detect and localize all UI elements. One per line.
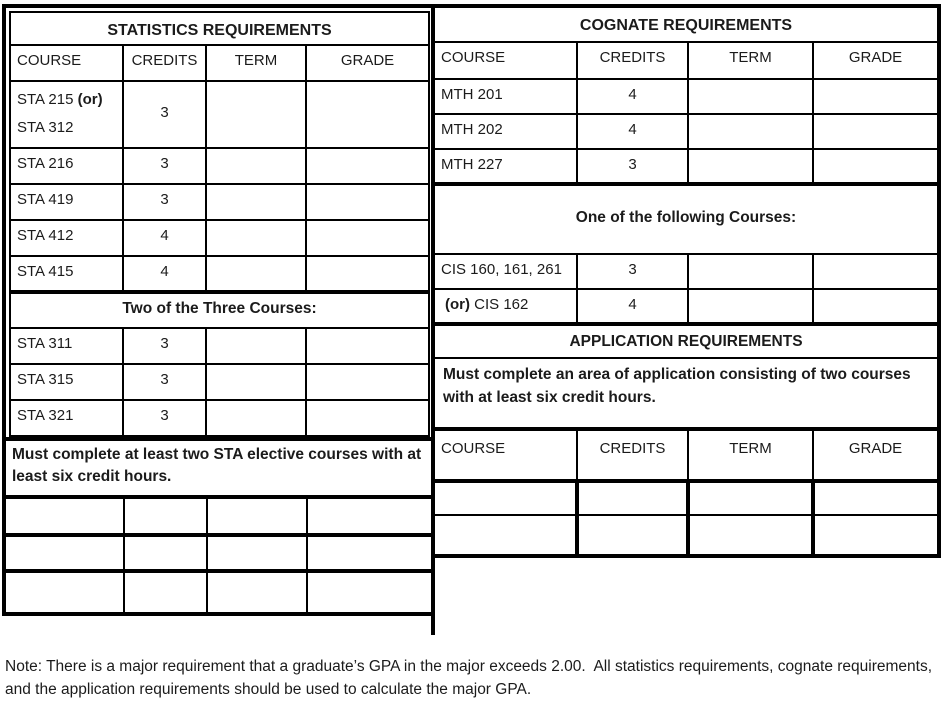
table-row [10, 292, 429, 328]
or-label: (or) [77, 90, 103, 108]
grade-cell [306, 364, 429, 400]
credits-cell [124, 535, 207, 571]
application-header-term: TERM [688, 429, 813, 481]
table-header-row [435, 42, 937, 79]
term-cell [206, 220, 306, 256]
course-cell [435, 515, 577, 554]
grade-cell [307, 571, 431, 612]
credits-cell: 4 [123, 256, 206, 292]
grade-cell [813, 114, 937, 149]
credits-cell: 4 [577, 114, 688, 149]
credits-cell: 3 [123, 148, 206, 184]
term-cell [206, 364, 306, 400]
table-row [435, 184, 937, 254]
course-cell: MTH 227 [435, 149, 577, 184]
stats-header-credits: CREDITS [123, 45, 206, 81]
application-note: Must complete an area of application consisting of two courses with at least six credit hours. [435, 358, 937, 429]
credits-cell [577, 515, 688, 554]
credits-cell: 4 [123, 220, 206, 256]
credits-cell: 3 [123, 364, 206, 400]
credits-cell: 3 [123, 328, 206, 364]
credits-cell: 3 [123, 184, 206, 220]
course-cell: MTH 201 [435, 79, 577, 114]
table-header-row [10, 45, 429, 81]
application-title: APPLICATION REQUIREMENTS [435, 324, 937, 358]
term-cell [688, 254, 813, 289]
table-row [435, 8, 937, 42]
cognate-header-grade: GRADE [813, 42, 937, 79]
table-row [435, 515, 937, 554]
course-cell: STA 415 [10, 256, 123, 292]
grade-cell [813, 79, 937, 114]
table-row [435, 79, 937, 114]
course-option-line2: STA 312 [17, 118, 74, 136]
term-cell [206, 148, 306, 184]
grade-cell [813, 515, 937, 554]
application-header-credits: CREDITS [577, 429, 688, 481]
course-cell [10, 81, 123, 148]
grade-cell [306, 184, 429, 220]
table-row [10, 184, 429, 220]
credits-cell [577, 481, 688, 515]
statistics-table-wrap [6, 8, 431, 437]
course-cell: STA 321 [10, 400, 123, 436]
course-cell: CIS 160, 161, 261 [435, 254, 577, 289]
table-row [6, 535, 431, 571]
grade-cell [306, 220, 429, 256]
application-header-grade: GRADE [813, 429, 937, 481]
term-cell [206, 184, 306, 220]
credits-cell [124, 571, 207, 612]
cognate-header-credits: CREDITS [577, 42, 688, 79]
term-cell [688, 149, 813, 184]
course-cell: (or) CIS 162 [435, 289, 577, 324]
table-row [435, 114, 937, 149]
course-option-line1: STA 215 (or) [17, 90, 103, 108]
grade-cell [813, 481, 937, 515]
table-row [435, 289, 937, 324]
course-cell [6, 535, 124, 571]
cognate-table [435, 8, 937, 554]
grade-cell [306, 256, 429, 292]
course-cell [6, 571, 124, 612]
term-cell [688, 481, 813, 515]
statistics-table [9, 11, 430, 437]
table-row [435, 358, 937, 429]
term-cell [206, 81, 306, 148]
credits-cell: 4 [577, 79, 688, 114]
term-cell [207, 571, 307, 612]
grade-cell [813, 149, 937, 184]
course-cell: STA 311 [10, 328, 123, 364]
credits-cell: 3 [123, 81, 206, 148]
table-row [10, 220, 429, 256]
one-of-following-subheader: One of the following Courses: [435, 184, 937, 254]
cognate-application-section [435, 4, 941, 558]
grade-cell [813, 254, 937, 289]
term-cell [207, 535, 307, 571]
course-cell: STA 216 [10, 148, 123, 184]
course-cell [435, 481, 577, 515]
credits-cell: 3 [123, 400, 206, 436]
table-row [10, 148, 429, 184]
grade-cell [307, 535, 431, 571]
cognate-title: COGNATE REQUIREMENTS [435, 8, 937, 42]
credits-cell: 3 [577, 149, 688, 184]
cognate-header-term: TERM [688, 42, 813, 79]
table-row [10, 81, 429, 148]
statistics-title: STATISTICS REQUIREMENTS [10, 12, 429, 45]
stats-header-grade: GRADE [306, 45, 429, 81]
or-label: (or) [445, 296, 470, 313]
term-cell [688, 289, 813, 324]
term-cell [207, 499, 307, 535]
table-header-row [435, 429, 937, 481]
stats-header-course: COURSE [10, 45, 123, 81]
term-cell [688, 515, 813, 554]
grade-cell [306, 81, 429, 148]
two-of-three-subheader: Two of the Three Courses: [10, 292, 429, 328]
term-cell [688, 114, 813, 149]
grade-cell [307, 499, 431, 535]
grade-cell [813, 289, 937, 324]
table-row [435, 254, 937, 289]
table-row [10, 12, 429, 45]
credits-cell: 3 [577, 254, 688, 289]
term-cell [206, 256, 306, 292]
grade-cell [306, 400, 429, 436]
application-header-course: COURSE [435, 429, 577, 481]
course-cell: MTH 202 [435, 114, 577, 149]
grade-cell [306, 148, 429, 184]
table-row [6, 499, 431, 535]
course-cell: STA 412 [10, 220, 123, 256]
credits-cell [124, 499, 207, 535]
course-cell [6, 499, 124, 535]
sta-elective-empty-grid [6, 499, 431, 612]
table-row [10, 364, 429, 400]
course-cell: STA 315 [10, 364, 123, 400]
table-row [10, 400, 429, 436]
cognate-header-course: COURSE [435, 42, 577, 79]
table-row [10, 328, 429, 364]
term-cell [206, 400, 306, 436]
table-row [435, 149, 937, 184]
credits-cell: 4 [577, 289, 688, 324]
course-cell: STA 419 [10, 184, 123, 220]
table-row [10, 256, 429, 292]
statistics-section [2, 4, 431, 616]
table-row [435, 324, 937, 358]
grade-cell [306, 328, 429, 364]
term-cell [688, 79, 813, 114]
table-row [6, 571, 431, 612]
stats-header-term: TERM [206, 45, 306, 81]
table-row [435, 481, 937, 515]
sta-elective-note: Must complete at least two STA elective courses with at least six credit hours. [6, 437, 431, 499]
term-cell [206, 328, 306, 364]
gpa-note: Note: There is a major requirement that a graduate’s GPA in the major exceeds 2.00. All statistics requirements, cognate requirements, and the application requirements should be used to calculate the major GPA. [5, 658, 937, 699]
